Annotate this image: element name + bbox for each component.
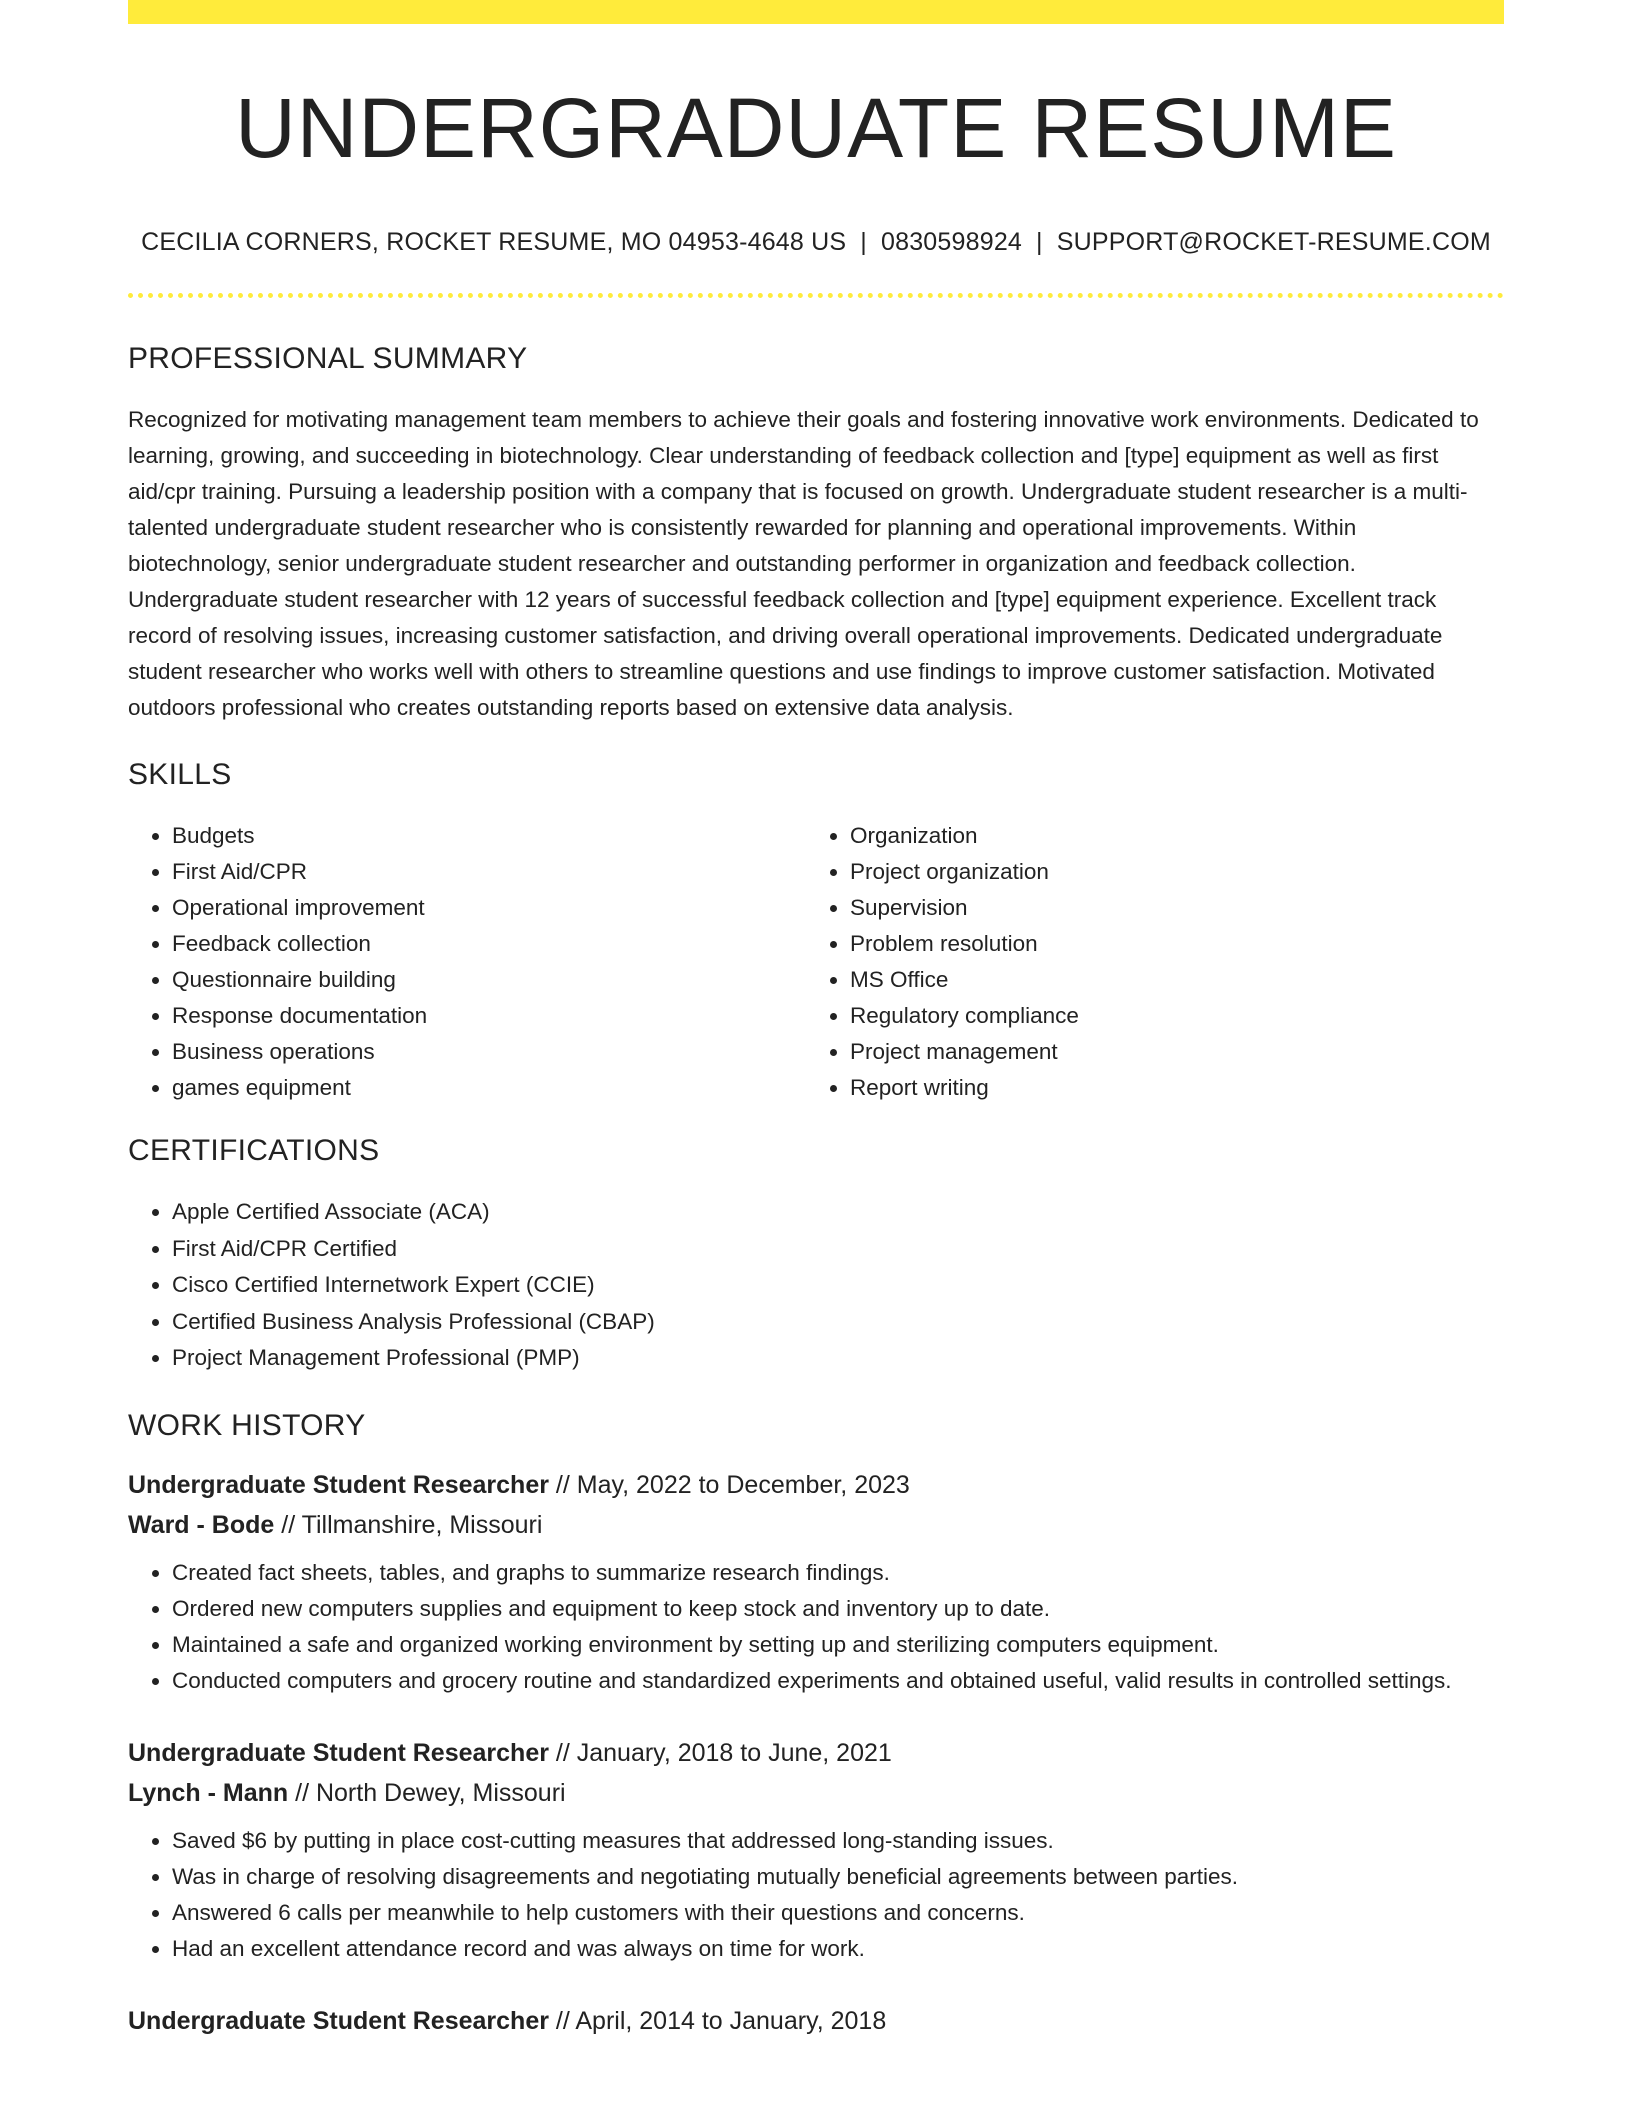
job-company: Lynch - Mann xyxy=(128,1778,289,1807)
job-dates: // January, 2018 to June, 2021 xyxy=(555,1738,892,1767)
summary-text: Recognized for motivating management team members to achieve their goals and fostering innovative work environments. Dedicated to learning, growing, and succeeding in biotechnology. Clear understanding of feedback collection and [type] equipment as well as first aid/cpr training. Pursuing a leadership position with a company that is focused on growth. Undergraduate student researcher is a multi-talented undergraduate student researcher who is consistently rewarded for planning and operational improvements. Within biotechnology, senior undergraduate student researcher and outstanding performer in organization and feedback collection. Undergraduate student researcher with 12 years of successful feedback collection and [type] equipment experience. Excellent track record of resolving issues, increasing customer satisfaction, and driving overall operational improvements. Dedicated undergraduate student researcher who works well with others to streamline questions and use findings to improve customer satisfaction. Motivated outdoors professional who creates outstanding reports based on extensive data analysis. xyxy=(128,407,1479,721)
skill-item: • MS Office xyxy=(850,962,1484,998)
job-duty: • Saved $6 by putting in place cost-cutting measures that addressed long-standing issues. xyxy=(172,1823,1504,1859)
certification-item: • First Aid/CPR Certified xyxy=(172,1231,1504,1268)
job-title: Undergraduate Student Researcher xyxy=(128,1470,549,1499)
job-duty: • Created fact sheets, tables, and graphs to summarize research findings. xyxy=(172,1555,1504,1591)
skill-item: • Regulatory compliance xyxy=(850,998,1484,1034)
job-location: // Tillmanshire, Missouri xyxy=(281,1510,543,1539)
contact-email: SUPPORT@ROCKET-RESUME.COM xyxy=(1056,228,1491,257)
resume-title: UNDERGRADUATE RESUME xyxy=(235,81,1397,175)
contact-line xyxy=(128,228,1504,257)
certification-item: • Project Management Professional (PMP) xyxy=(172,1340,1504,1377)
skills-heading: SKILLS xyxy=(128,758,232,792)
job-entry xyxy=(128,2001,1504,2041)
job-duty: • Ordered new computers supplies and equipment to keep stock and inventory up to date. xyxy=(172,1591,1504,1627)
certification-item: • Certified Business Analysis Professional (CBAP) xyxy=(172,1304,1504,1341)
job-company-line xyxy=(128,1505,1504,1545)
skill-item: • Report writing xyxy=(850,1070,1484,1106)
top-accent-bar xyxy=(128,0,1504,24)
job-dates: // April, 2014 to January, 2018 xyxy=(555,2006,887,2035)
skill-item: • Response documentation xyxy=(172,998,806,1034)
certification-item: • Cisco Certified Internetwork Expert (CCIE) xyxy=(172,1267,1504,1304)
skills-list xyxy=(128,818,1504,1106)
job-entry xyxy=(128,1465,1504,1699)
job-title: Undergraduate Student Researcher xyxy=(128,1738,549,1767)
job-title: Undergraduate Student Researcher xyxy=(128,2006,549,2035)
skill-item: • Project management xyxy=(850,1034,1484,1070)
resume-page xyxy=(128,0,1504,2041)
dotted-divider xyxy=(128,293,1504,298)
work-history-heading: WORK HISTORY xyxy=(128,1408,366,1442)
job-duty: • Had an excellent attendance record and was always on time for work. xyxy=(172,1931,1504,1967)
skill-item: • Project organization xyxy=(850,854,1484,890)
contact-address: CECILIA CORNERS, ROCKET RESUME, MO 04953-4648 US xyxy=(141,228,847,257)
skills-column-left xyxy=(128,818,806,1106)
certification-item: • Apple Certified Associate (ACA) xyxy=(172,1194,1504,1231)
skill-item: • Feedback collection xyxy=(172,926,806,962)
job-title-line xyxy=(128,1733,1504,1773)
job-title-line xyxy=(128,2001,1504,2041)
job-duty: • Was in charge of resolving disagreements and negotiating mutually beneficial agreements between parties. xyxy=(172,1859,1504,1895)
skill-item: • Business operations xyxy=(172,1034,806,1070)
job-duty: • Maintained a safe and organized working environment by setting up and sterilizing computers equipment. xyxy=(172,1627,1504,1663)
skill-item: • Problem resolution xyxy=(850,926,1484,962)
skill-item: • Operational improvement xyxy=(172,890,806,926)
job-duty: • Answered 6 calls per meanwhile to help customers with their questions and concerns. xyxy=(172,1895,1504,1931)
skills-column-right xyxy=(806,818,1484,1106)
job-company-line xyxy=(128,1773,1504,1813)
contact-separator: | xyxy=(860,228,867,257)
job-duties xyxy=(128,1823,1504,1967)
job-duties xyxy=(128,1555,1504,1699)
contact-phone: 0830598924 xyxy=(881,228,1023,257)
job-entry xyxy=(128,1733,1504,1967)
certifications-heading: CERTIFICATIONS xyxy=(128,1134,380,1168)
skill-item: • Questionnaire building xyxy=(172,962,806,998)
summary-heading: PROFESSIONAL SUMMARY xyxy=(128,342,528,376)
job-duty: • Conducted computers and grocery routine and standardized experiments and obtained useful, valid results in controlled settings. xyxy=(172,1663,1504,1699)
skill-item: • First Aid/CPR xyxy=(172,854,806,890)
job-dates: // May, 2022 to December, 2023 xyxy=(555,1470,910,1499)
skill-item: • games equipment xyxy=(172,1070,806,1106)
job-title-line xyxy=(128,1465,1504,1505)
contact-separator: | xyxy=(1036,228,1043,257)
skill-item: • Budgets xyxy=(172,818,806,854)
skill-item: • Supervision xyxy=(850,890,1484,926)
skill-item: • Organization xyxy=(850,818,1484,854)
job-location: // North Dewey, Missouri xyxy=(295,1778,566,1807)
certifications-list xyxy=(128,1194,1504,1377)
job-company: Ward - Bode xyxy=(128,1510,275,1539)
